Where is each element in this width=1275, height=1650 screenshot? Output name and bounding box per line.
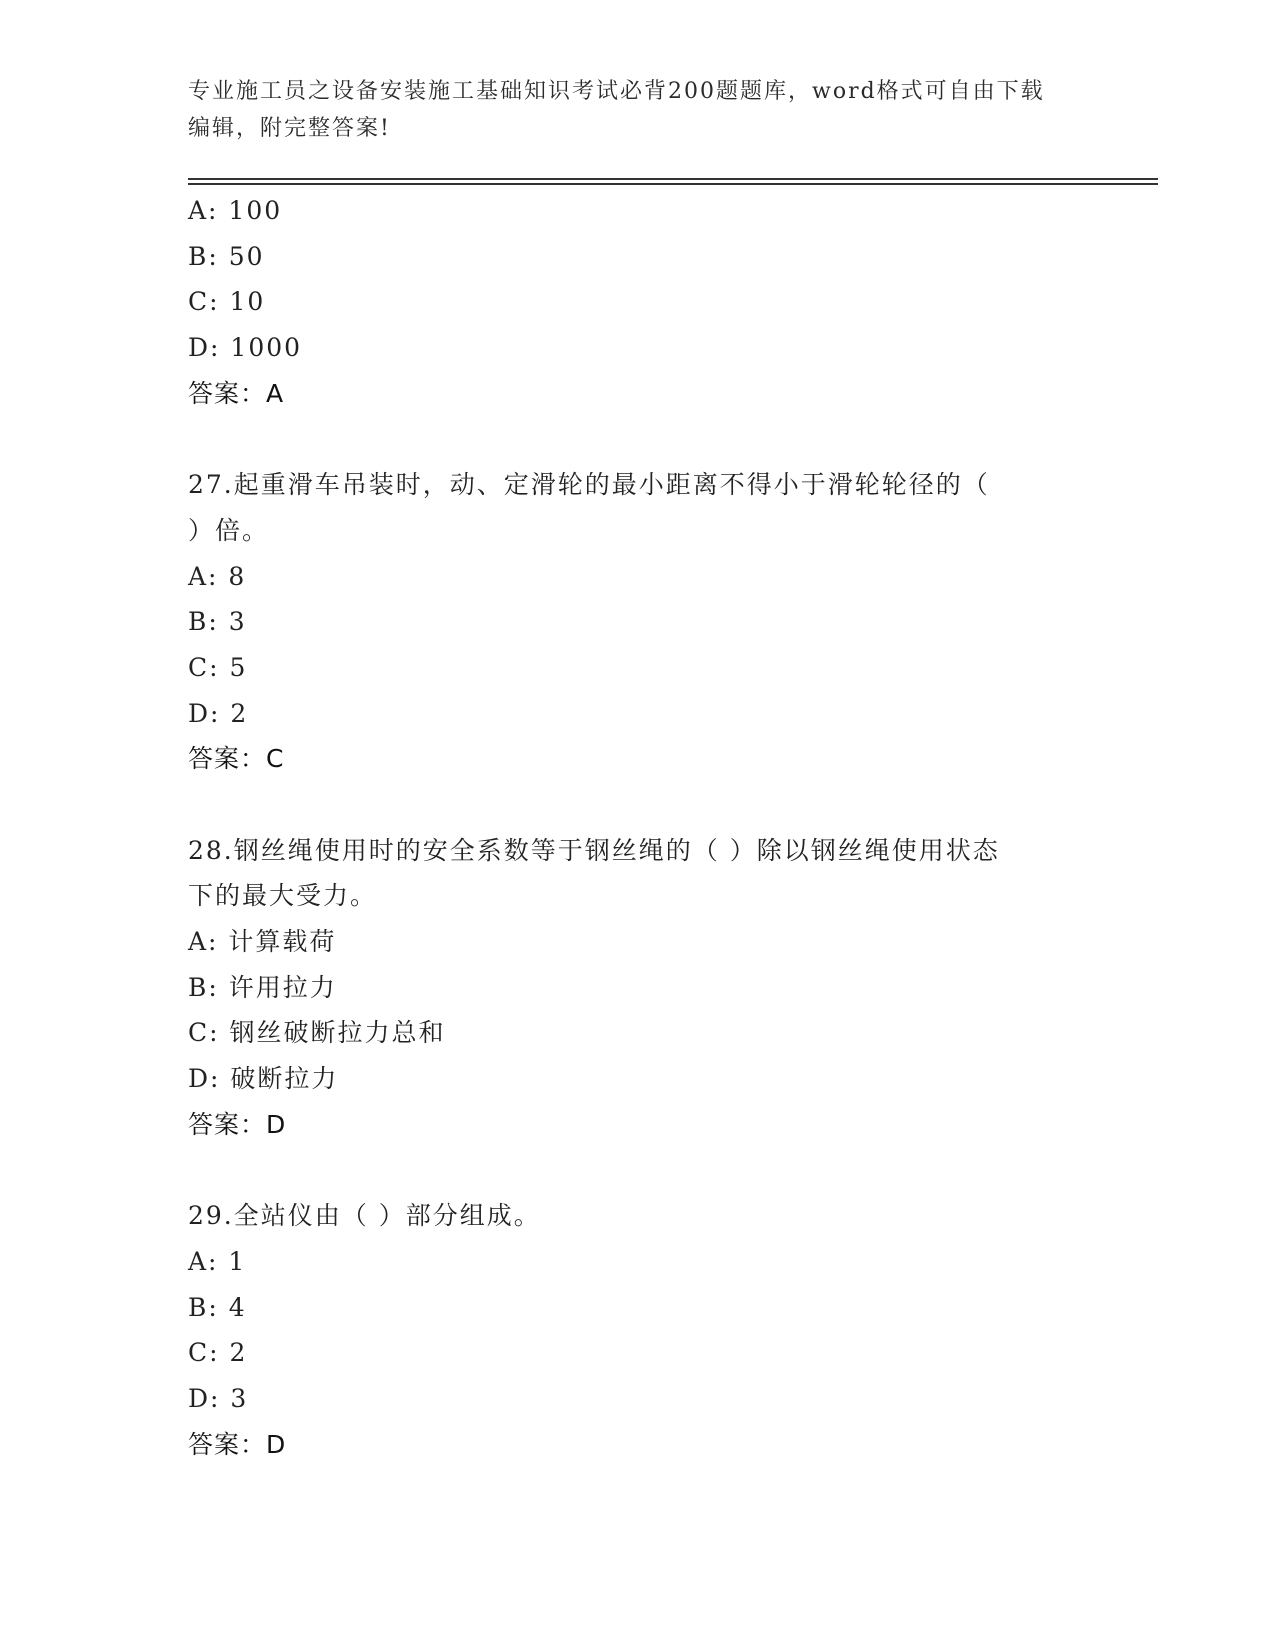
block-spacer	[188, 416, 1088, 462]
option-c: C: 钢丝破断拉力总和	[188, 1018, 446, 1048]
answer-line: 答案：D	[188, 1429, 287, 1459]
option-a: A: 1	[188, 1246, 247, 1276]
option-c: C: 10	[188, 287, 266, 317]
answer-line: 答案：A	[188, 378, 285, 408]
option-b: B: 许用拉力	[188, 972, 337, 1002]
question-list	[188, 188, 1088, 1467]
option-b: B: 4	[188, 1292, 247, 1322]
question-block-27	[188, 462, 1088, 782]
question-text-line-1: 28.钢丝绳使用时的安全系数等于钢丝绳的（ ）除以钢丝绳使用状态	[188, 835, 1000, 865]
header-divider-top	[188, 178, 1158, 180]
answer-line: 答案：D	[188, 1109, 287, 1139]
option-b: B: 50	[188, 241, 265, 271]
block-spacer	[188, 1147, 1088, 1193]
option-a: A: 计算载荷	[188, 927, 337, 956]
question-text-line-2: 下的最大受力。	[188, 881, 378, 911]
option-d: D: 破断拉力	[188, 1064, 339, 1094]
header-divider-bottom	[188, 183, 1158, 185]
header-title-line-1: 专业施工员之设备安装施工基础知识考试必背200题题库，word格式可自由下载	[188, 79, 1045, 104]
option-c: C: 5	[188, 652, 248, 682]
question-text-line-2: ）倍。	[188, 515, 270, 545]
block-spacer	[188, 782, 1088, 828]
question-block-26	[188, 188, 1088, 416]
document-header	[188, 73, 1088, 147]
option-d: D: 2	[188, 698, 249, 728]
question-block-28	[188, 828, 1088, 1148]
question-text-line-1: 27.起重滑车吊装时，动、定滑轮的最小距离不得小于滑轮轮径的（	[188, 470, 990, 500]
option-c: C: 2	[188, 1338, 248, 1368]
option-a: A: 100	[188, 196, 283, 225]
option-a: A: 8	[188, 561, 247, 591]
option-d: D: 1000	[188, 333, 303, 363]
question-text-line-1: 29.全站仪由（ ）部分组成。	[188, 1201, 541, 1231]
option-b: B: 3	[188, 607, 247, 637]
question-block-29	[188, 1193, 1088, 1467]
header-title-line-2: 编辑，附完整答案!	[188, 116, 391, 141]
option-d: D: 3	[188, 1383, 249, 1413]
answer-line: 答案：C	[188, 744, 285, 774]
